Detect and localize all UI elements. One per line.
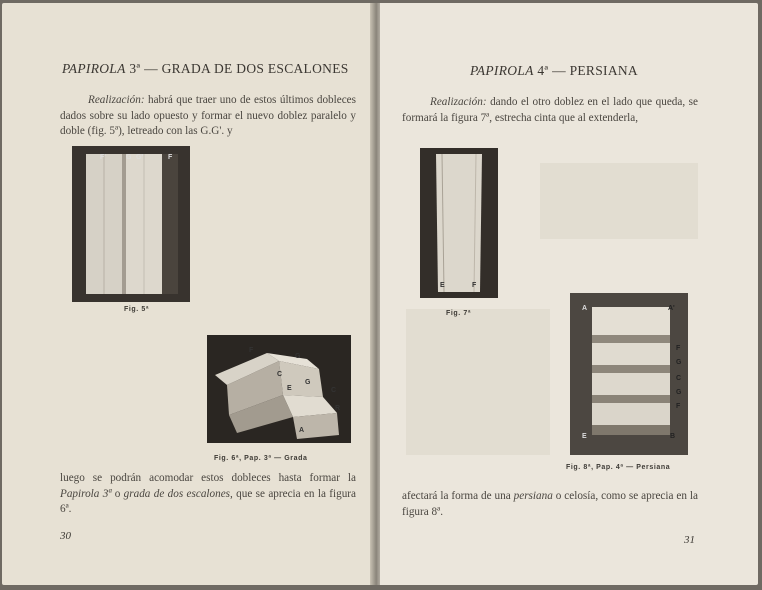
- fig7-label-e: E: [440, 282, 445, 289]
- fig5-label-g-prime: G': [136, 154, 144, 161]
- fig6-label-f: F: [249, 347, 254, 354]
- fig8-label-a: A: [582, 305, 588, 312]
- left-paragraph-2: luego se podrán acomodar estos dobleces hasta formar la Papirola 3ª o grada de dos escalones, que se aprecia en la figura 6ª.: [60, 472, 356, 515]
- figure-6-caption: Fig. 6ª, Pap. 3ª — Grada: [214, 455, 308, 462]
- right-paragraph-1: Realización: dando el otro doblez en el lado que queda, se formará la figura 7ª, estrecha cinta que al extenderla,: [402, 96, 698, 124]
- figure-8-photo: [570, 293, 688, 455]
- figure-5-photo: [72, 146, 190, 302]
- right-page: [380, 3, 758, 585]
- figure-8-drawing: [570, 293, 688, 455]
- figure-7-caption: Fig. 7ª: [446, 310, 472, 317]
- fig6-label-g-top: G: [295, 353, 301, 360]
- fig6-label-c-mid: C: [331, 387, 337, 394]
- right-paragraph-2: afectará la forma de una persiana o celosía, como se aprecia en la figura 8ª.: [402, 490, 698, 518]
- figure-5-caption: Fig. 5ª: [124, 306, 150, 313]
- fig5-label-f-prime: F': [100, 154, 106, 161]
- right-page-number: 31: [684, 534, 695, 546]
- figure-7-photo: [420, 148, 498, 298]
- show-through-shape: [540, 163, 698, 239]
- fig8-label-f-top: F: [676, 345, 681, 352]
- figure-6-photo: [207, 335, 351, 443]
- fig8-label-b: B: [670, 433, 676, 440]
- fig8-label-g-bottom: G: [676, 389, 682, 396]
- left-page-number: 30: [60, 530, 71, 542]
- fig6-label-g-mid: G: [305, 379, 311, 386]
- left-paragraph-1: Realización: habrá que traer uno de estos últimos dobleces dados sobre su lado opuesto y formar el nuevo doblez paralelo y doble (fig. 5ª), letreado con las G.G'. y: [60, 94, 357, 137]
- fig7-label-f: F: [472, 282, 477, 289]
- figure-7-drawing: [420, 148, 498, 298]
- fig5-label-g: G: [126, 154, 132, 161]
- fig6-label-e: E: [287, 385, 292, 392]
- fig8-label-f-bottom: F: [676, 403, 681, 410]
- left-page-title: PAPIROLA 3ª — GRADA DE DOS ESCALONES: [62, 61, 349, 76]
- fig8-label-a-prime: A': [668, 305, 675, 312]
- fig8-label-g-top: G: [676, 359, 682, 366]
- fig6-label-a: A: [299, 427, 305, 434]
- figure-8-caption: Fig. 8ª, Pap. 4ª — Persiana: [566, 464, 671, 471]
- fig5-label-f: F: [168, 154, 173, 161]
- right-page-title: PAPIROLA 4ª — PERSIANA: [470, 63, 638, 78]
- fig8-label-c: C: [676, 375, 682, 382]
- left-page: [2, 3, 376, 585]
- figure-6-drawing: [207, 335, 351, 443]
- figure-5-drawing: [72, 146, 190, 302]
- fig6-label-r: R: [335, 405, 341, 412]
- show-through-shape: [406, 309, 550, 455]
- fig8-label-e: E: [582, 433, 587, 440]
- fig6-label-c-top: C: [277, 371, 283, 378]
